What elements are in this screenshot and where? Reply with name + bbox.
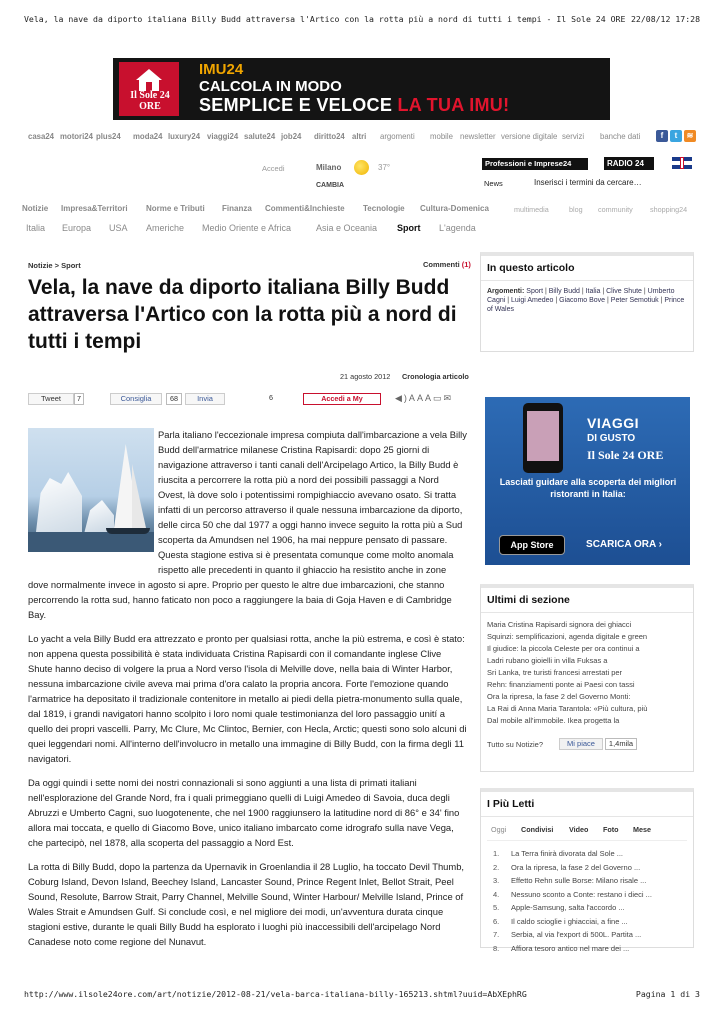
nav-salute24[interactable]: salute24	[244, 132, 276, 141]
list-item[interactable]: Ora la ripresa, la fase 2 del Governo Monti:	[487, 692, 631, 701]
subnav-asia-oceania[interactable]: Asia e Oceania	[316, 223, 378, 233]
comments-link[interactable]	[423, 260, 471, 269]
nav-shopping24[interactable]: shopping24	[650, 205, 688, 214]
nav-newsletter[interactable]: newsletter	[460, 132, 496, 141]
iphone-icon	[523, 403, 563, 473]
tab-oggi[interactable]: Oggi	[491, 825, 507, 834]
uk-flag-icon[interactable]	[672, 157, 692, 169]
list-item[interactable]: 3. Effetto Rehn sulle Borse: Milano risale ...	[493, 876, 647, 885]
article-paragraph: Lo yacht a vela Billy Budd era attrezzato e pronto per qualsiasi rotta, anche la più estrema, e così è stato: non appena questa possibilità è stata individuata Cristina Rapisardi con il comandante inglese Clive Shute hanno deciso di volgere la prua a Nord verso l'isola di Melville dove, nella baia di Winter Harbor, nessuna imbarcazione civile aveva mai prima d'ora calato la propria ancora. Forte l'emozione quando l'armatrice ha depositato il tradizionale contenitore in metallo ai piedi della pietra-monumento sulla quale, dal 1819, i grandi navigatori hanno scolpito i loro nomi quale testimonianza del loro passaggio unití a quello dei propri vascelli. Parry, Mc Clure, Mc Clintoc, Bernier, con Hecla, Arctic; questi sono solo alcuni di quei leggendari nomi. All'interno dell'involucro in metallo una immagine di Billy Budd, con la firma degli 11 navigatori.	[28, 633, 467, 764]
banner-line2: CALCOLA IN MODO	[199, 78, 342, 95]
subnav-sport[interactable]: Sport	[397, 223, 421, 233]
list-item[interactable]: Squinzi: semplificazioni, agenda digitale e green	[487, 632, 648, 641]
most-read-title: Effetto Rehn sulle Borse: Milano risale ...	[511, 876, 647, 885]
topic-link[interactable]: Peter Semotiuk	[610, 297, 659, 304]
social-icons	[656, 130, 696, 144]
piu-letti-tabs	[487, 823, 687, 841]
breadcrumb[interactable]: Notizie > Sport	[28, 261, 81, 270]
nav-luxury24[interactable]: luxury24	[168, 132, 201, 141]
search-input[interactable]: Inserisci i termini da cercare…	[534, 178, 642, 187]
nav-impresa-territori[interactable]: Impresa&Territori	[61, 204, 128, 213]
main-nav	[22, 204, 702, 216]
chronology-link[interactable]: Cronologia articolo	[402, 372, 469, 381]
facebook-icon[interactable]: f	[656, 130, 668, 142]
article-tools	[395, 393, 453, 404]
app-store-badge[interactable]: App Store	[499, 535, 565, 555]
sole24ore-logo: Il Sole 24 ORE	[130, 90, 170, 112]
topic-link[interactable]: Giacomo Bove	[559, 297, 606, 304]
nav-argomenti[interactable]: argomenti	[380, 132, 415, 141]
sun-icon	[354, 160, 369, 175]
viaggi-di-gusto-ad[interactable]	[485, 397, 690, 565]
banner-line3b: LA TUA IMU!	[397, 95, 510, 115]
weather-city: Milano	[316, 163, 342, 172]
nav-commenti-inchieste[interactable]: Commenti&Inchieste	[265, 204, 345, 213]
nav-viaggi24[interactable]: viaggi24	[207, 132, 239, 141]
nav-servizi[interactable]: servizi	[562, 132, 585, 141]
list-item[interactable]: Dal mobile all'immobile. Ikea progetta la	[487, 716, 620, 725]
ad-text: Lasciati guidare alla scoperta dei migliori ristoranti in Italia:	[499, 477, 677, 499]
list-item[interactable]: 6. Il caldo scioglie i ghiacciai, a fine ...	[493, 916, 628, 926]
article-title: Vela, la nave da diporto italiana Billy Budd attraversa l'Artico con la rotta più a nord di tutti i tempi	[28, 276, 457, 353]
tweet-button[interactable]: Tweet	[28, 393, 74, 405]
banner-line3a: SEMPLICE E VELOCE	[199, 95, 393, 115]
nav-moda24[interactable]: moda24	[133, 132, 163, 141]
email-icon[interactable]: ✉	[443, 393, 454, 403]
fb-recommend-count: 68	[166, 393, 182, 405]
topic-link[interactable]: Billy Budd	[548, 288, 580, 295]
weather-change-link[interactable]: CAMBIA	[316, 182, 344, 189]
download-now-button[interactable]: SCARICA ORA ›	[586, 539, 662, 550]
top-nav	[28, 132, 700, 144]
banner-line3	[199, 95, 509, 116]
topic-link[interactable]: Clive Shute	[606, 288, 642, 295]
tab-mese[interactable]: Mese	[633, 825, 651, 834]
like-button[interactable]: Mi piace	[559, 738, 603, 750]
list-item[interactable]: La Rai di Anna Maria Tarantola: «Più cultura, più	[487, 704, 648, 713]
tweet-count: 7	[74, 393, 84, 405]
nav-finanza[interactable]: Finanza	[222, 204, 252, 213]
send-button[interactable]: Invia	[185, 393, 225, 405]
subnav-americhe[interactable]: Americhe	[146, 223, 185, 233]
article-paragraph: Parla italiano l'eccezionale impresa compiuta dall'imbarcazione a vela Billy Budd dell'armatrice milanese Cristina Rapisardi: dopo 25 giorni di navigazione attraverso i tanti canali dell'Arcipelago Artico, la Billy Budd è riuscita a percorrere la rotta più a nord dei possibili passaggi a Nord Ovest, là dove solo i potentissimi rompighiaccio avevano osato. Si tratta infatti di un percorso attraverso il quale nessuna imbarcazione da diporto, delle circa 50 che dal 1977 a oggi hanno invece seguito la rotta più a Sud scoperta da Amundsen nel 1906, ha mai neppure pensato di passare. Questa stagione estiva si è presentata comunque come molto anomala rispetto alle precedenti in quanto il ghiaccio ha resistito anche in zone dove normalmente invece in agosto si apre. Proprio per questo le altre due imbarcazioni, che stanno percorrendo la rotta sud, hanno faticato non poco a raggiungere la baia di Goja Haven e di Cambridge Bay.	[28, 429, 467, 620]
tab-condivisi[interactable]: Condivisi	[521, 825, 554, 834]
list-item[interactable]: Rehn: finanziamenti ponte ai Paesi con tassi	[487, 680, 635, 689]
print-icon[interactable]: ▭	[432, 393, 444, 403]
subnav-europa[interactable]: Europa	[62, 223, 92, 233]
photo-spacer	[28, 427, 158, 577]
subnav-usa[interactable]: USA	[109, 223, 128, 233]
list-item[interactable]: 5. Apple-Samsung, salta l'accordo ...	[493, 903, 625, 912]
accedi-my-button[interactable]: Accedi a My	[303, 393, 381, 405]
radio24-logo[interactable]: RADIO 24	[604, 157, 654, 170]
latest-list	[481, 613, 693, 733]
article-paragraph: La rotta di Billy Budd, dopo la partenza da Upernavik in Groenlandia il 28 Luglio, ha toccato Devil Thumb, Coburg Island, Devon Island, Beechey Island, Lancaster Sound, Prince Regent Inlet, Bellot Strait, Peel Sound, Resolute, Barrow Strait, Parry Channel, Melville Sound, Winter Harbour/ Melville Island, Prince of Wales Strait e Amundsen Gulf. Si conclude così, e nel migliore dei modi, un'avventura durata cinque stagioni estive, durante le quali Billy Budd ha esplorato i luoghi più inaccessibili dell'arcipelago Nord Canadese noto come regione del Nunavut.	[28, 861, 465, 947]
font-size-down-icon[interactable]: A	[424, 393, 433, 403]
tab-foto[interactable]: Foto	[603, 825, 619, 834]
nav-tecnologie[interactable]: Tecnologie	[363, 204, 405, 213]
nav-notizie[interactable]: Notizie	[22, 204, 49, 213]
article-paragraph: Da oggi quindi i sette nomi dei nostri connazionali si sono aggiunti a una lista di primati italiani nell'esplorazione del Grande Nord, fra i quali primeggiano quelli di Luigi Amedeo di Savoia, duca degli Abruzzi e Umberto Cagni, suo luogotenente, che nel 1900 raggiunsero la latitudine nord di 86° e 34' fino allora mai toccata, e quello di Giacomo Bove, unico italiano imbarcato come idrografo sulla nave Vega, che partecipò, nel 1878, alla scoperta del passaggio a Nord Est.	[28, 777, 460, 848]
topic-link[interactable]: Umberto Cagni	[487, 288, 675, 304]
subnav-italia[interactable]: Italia	[26, 223, 46, 233]
list-item[interactable]: 7. Serbia, al via l'export di 500L. Partita ...	[493, 930, 642, 939]
nav-mobile[interactable]: mobile	[430, 132, 453, 141]
comments-label: Commenti	[423, 260, 460, 269]
ad-title: VIAGGI	[587, 415, 640, 431]
in-questo-heading: In questo articolo	[481, 256, 693, 281]
list-item[interactable]: Maria Cristina Rapisardi signora dei ghiacci	[487, 620, 632, 629]
banner-logo	[119, 62, 179, 116]
comments-count: (1)	[461, 260, 471, 269]
nav-cultura-domenica[interactable]: Cultura-Domenica	[420, 204, 489, 213]
most-read-title: Nessuno sconto a Conte: restano i dieci ...	[511, 889, 652, 899]
article-date: 21 agosto 2012	[340, 372, 391, 381]
print-page-number: Pagina 1 di 3	[635, 989, 700, 999]
ultimi-heading: Ultimi di sezione	[481, 588, 693, 613]
nav-altri[interactable]: altri	[352, 132, 367, 141]
piu-letti-heading: I Più Letti	[481, 792, 693, 817]
print-page-title: Vela, la nave da diporto italiana Billy Budd attraversa l'Artico con la rotta più a nord di tutti i tempi - Il Sole 24 ORE	[24, 14, 626, 24]
nav-job24[interactable]: job24	[281, 132, 302, 141]
list-item[interactable]: 1. La Terra finirà divorata dal Sole ...	[493, 849, 624, 858]
in-questo-articolo-box	[480, 252, 694, 352]
professioni-imprese-logo[interactable]: Professioni e Imprese24	[482, 158, 588, 170]
topic-link[interactable]: Prince of Wales	[487, 297, 685, 313]
most-read-title: Apple-Samsung, salta l'accordo ...	[511, 903, 625, 912]
search-scope-news[interactable]: News	[484, 179, 503, 188]
nav-casa24[interactable]: casa24	[28, 132, 55, 141]
nav-banche-dati[interactable]: banche dati	[600, 132, 641, 141]
article-body	[28, 427, 468, 958]
most-read-title: Ora la ripresa, la fase 2 del Governo ...	[511, 862, 641, 872]
topics-label: Argomenti:	[487, 288, 525, 295]
tutto-su-notizie-label: Tutto su Notizie?	[487, 740, 543, 749]
list-item[interactable]: 4. Nessuno sconto a Conte: restano i dieci ...	[493, 889, 652, 899]
piu-letti-box	[480, 788, 694, 953]
nav-blog[interactable]: blog	[569, 205, 583, 214]
print-datetime: 22/08/12 17:28	[630, 14, 700, 24]
most-read-list	[481, 841, 693, 955]
list-item[interactable]: 2. Ora la ripresa, la fase 2 del Governo ...	[493, 862, 641, 872]
nav-versione-digitale[interactable]: versione digitale	[501, 132, 558, 141]
list-item[interactable]: Sri Lanka, tre turisti francesi arrestati per	[487, 668, 623, 677]
list-item[interactable]: Ladri rubano gioielli in villa Fuksas a	[487, 656, 608, 665]
font-size-icon[interactable]: A	[408, 393, 417, 403]
nav-multimedia[interactable]: multimedia	[514, 205, 549, 214]
twitter-icon[interactable]: t	[670, 130, 682, 142]
imu24-banner[interactable]	[113, 58, 610, 120]
topic-link[interactable]: Luigi Amedeo	[511, 297, 554, 304]
print-url: http://www.ilsole24ore.com/art/notizie/2012-08-21/vela-barca-italiana-billy-165213.shtml?uuid=AbXEphRG	[24, 989, 527, 999]
ultimi-di-sezione-box	[480, 584, 694, 772]
share-bar	[28, 391, 478, 407]
most-read-title: Serbia, al via l'export di 500L. Partita ...	[511, 930, 642, 939]
font-size-up-icon[interactable]: A	[416, 393, 425, 403]
banner-line1: IMU24	[199, 61, 244, 78]
topic-link[interactable]: Sport	[526, 288, 544, 295]
ad-logo: Il Sole 24 ORE	[587, 448, 664, 462]
send-count: 6	[265, 393, 277, 405]
nav-diritto24[interactable]: diritto24	[314, 132, 345, 141]
ad-subtitle: DI GUSTO	[587, 433, 636, 444]
utility-row	[0, 158, 724, 198]
nav-motori24[interactable]: motori24	[60, 132, 93, 141]
tab-video[interactable]: Video	[569, 825, 589, 834]
print-header	[24, 14, 700, 26]
login-link[interactable]: Accedi	[262, 164, 285, 173]
audio-icon[interactable]: ◀)	[395, 393, 409, 403]
topic-list: Argomenti: Sport | Billy Budd | Italia | Clive Shute | Umberto Cagni | Luigi Amedeo | Giacomo Bove | Peter Semotiuk | Prince of Wales	[487, 288, 685, 313]
weather-temp: 37°	[378, 163, 391, 172]
rss-icon[interactable]: ≋	[684, 130, 696, 142]
most-read-title: Il caldo scioglie i ghiacciai, a fine ...	[511, 916, 628, 926]
subnav-agenda[interactable]: L'agenda	[439, 223, 476, 233]
house-icon	[135, 68, 163, 92]
nav-community[interactable]: community	[598, 205, 633, 214]
most-read-title: Affiora tesoro antico nel mare dei ...	[511, 943, 630, 953]
list-item[interactable]: 8. Affiora tesoro antico nel mare dei ...	[493, 943, 630, 953]
most-read-title: La Terra finirà divorata dal Sole ...	[511, 849, 624, 858]
like-count: 1,4mila	[605, 738, 637, 750]
list-item[interactable]: Il giudice: la piccola Celeste per ora continui a	[487, 644, 640, 653]
subnav-medio-oriente-africa[interactable]: Medio Oriente e Africa	[202, 223, 292, 233]
topic-link[interactable]: Italia	[585, 288, 601, 295]
print-footer	[24, 989, 700, 1001]
nav-plus24[interactable]: plus24	[96, 132, 121, 141]
fb-recommend-button[interactable]: Consiglia	[110, 393, 162, 405]
nav-norme-tributi[interactable]: Norme e Tributi	[146, 204, 205, 213]
